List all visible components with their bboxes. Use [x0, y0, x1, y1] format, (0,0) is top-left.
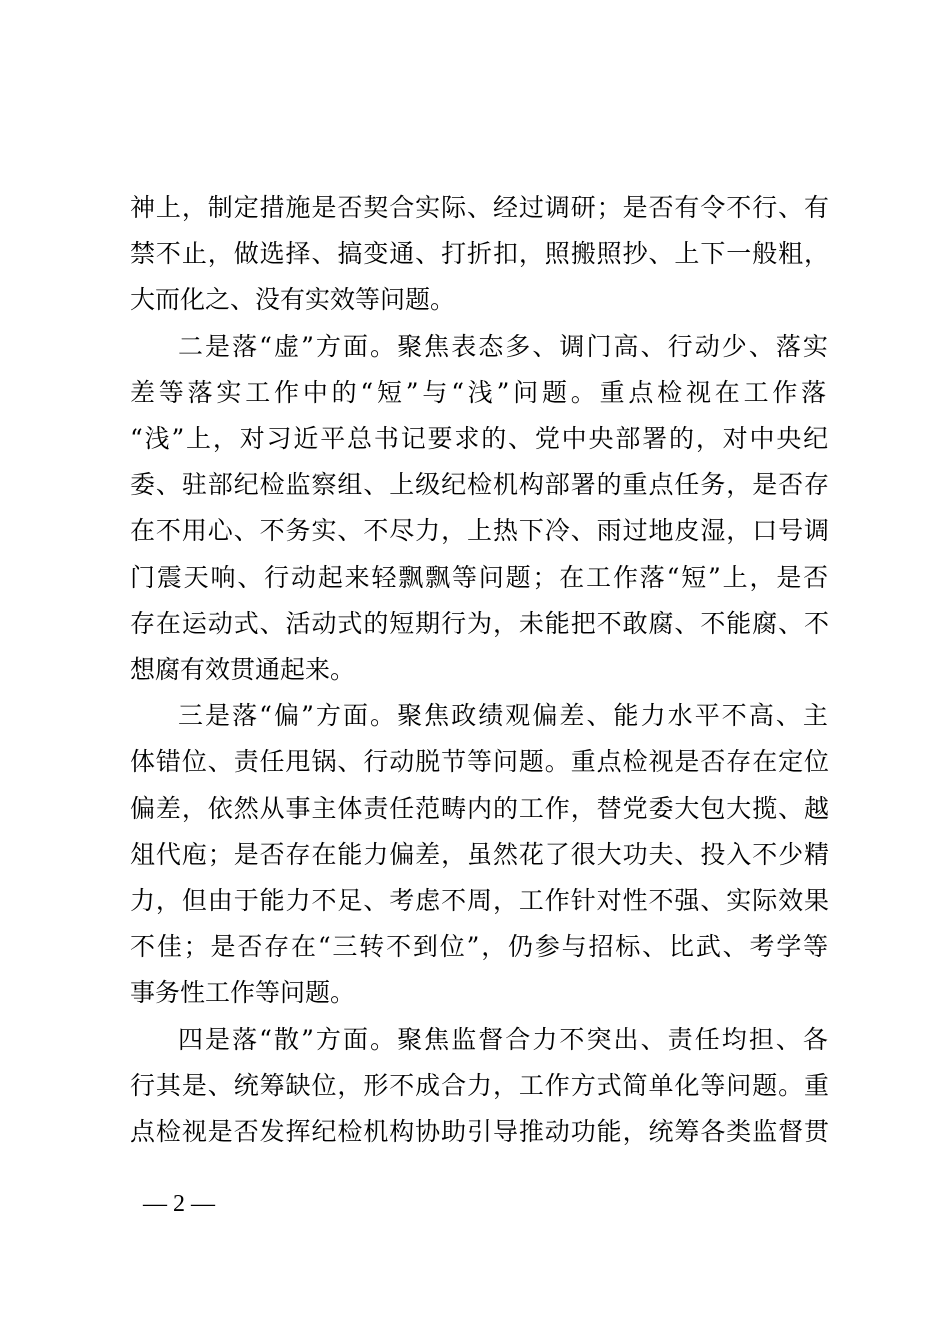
page-number: — 2 — — [143, 1191, 215, 1217]
text-line: 力，但由于能力不足、考虑不周，工作针对性不强、实际效果 — [130, 886, 830, 915]
text-line: 大而化之、没有实效等问题。 — [130, 285, 456, 315]
text-line: 体错位、责任甩锅、行动脱节等问题。重点检视是否存在定位 — [130, 747, 830, 777]
text-line: 门震天响、行动起来轻飘飘等问题；在工作落“短”上，是否 — [130, 562, 830, 592]
text-line: 四是落“散”方面。聚焦监督合力不突出、责任均担、各 — [178, 1024, 830, 1054]
text-line: 委、驻部纪检监察组、上级纪检机构部署的重点任务，是否存 — [130, 470, 830, 500]
text-line: 在不用心、不务实、不尽力，上热下冷、雨过地皮湿，口号调 — [130, 516, 830, 546]
text-line: 不佳；是否存在“三转不到位”，仍参与招标、比武、考学等 — [130, 932, 830, 962]
text-line: “浅”上，对习近平总书记要求的、党中央部署的，对中央纪 — [130, 424, 830, 453]
text-line: 存在运动式、活动式的短期行为，未能把不敢腐、不能腐、不 — [130, 608, 830, 638]
text-line: 禁不止，做选择、搞变通、打折扣，照搬照抄、上下一般粗， — [130, 239, 830, 269]
text-line: 二是落“虚”方面。聚焦表态多、调门高、行动少、落实 — [178, 331, 830, 361]
text-line: 行其是、统筹缺位，形不成合力，工作方式简单化等问题。重 — [130, 1070, 830, 1100]
text-line: 点检视是否发挥纪检机构协助引导推动功能，统筹各类监督贯 — [130, 1117, 830, 1146]
text-line: 差等落实工作中的“短”与“浅”问题。重点检视在工作落 — [130, 377, 830, 407]
text-line: 偏差，依然从事主体责任范畴内的工作，替党委大包大揽、越 — [130, 793, 830, 823]
text-line: 三是落“偏”方面。聚焦政绩观偏差、能力水平不高、主 — [178, 701, 830, 731]
text-line: 想腐有效贯通起来。 — [130, 655, 356, 684]
text-line: 事务性工作等问题。 — [130, 978, 356, 1008]
text-line: 神上，制定措施是否契合实际、经过调研；是否有令不行、有 — [130, 193, 830, 222]
text-line: 俎代庖；是否存在能力偏差，虽然花了很大功夫、投入不少精 — [130, 839, 830, 869]
